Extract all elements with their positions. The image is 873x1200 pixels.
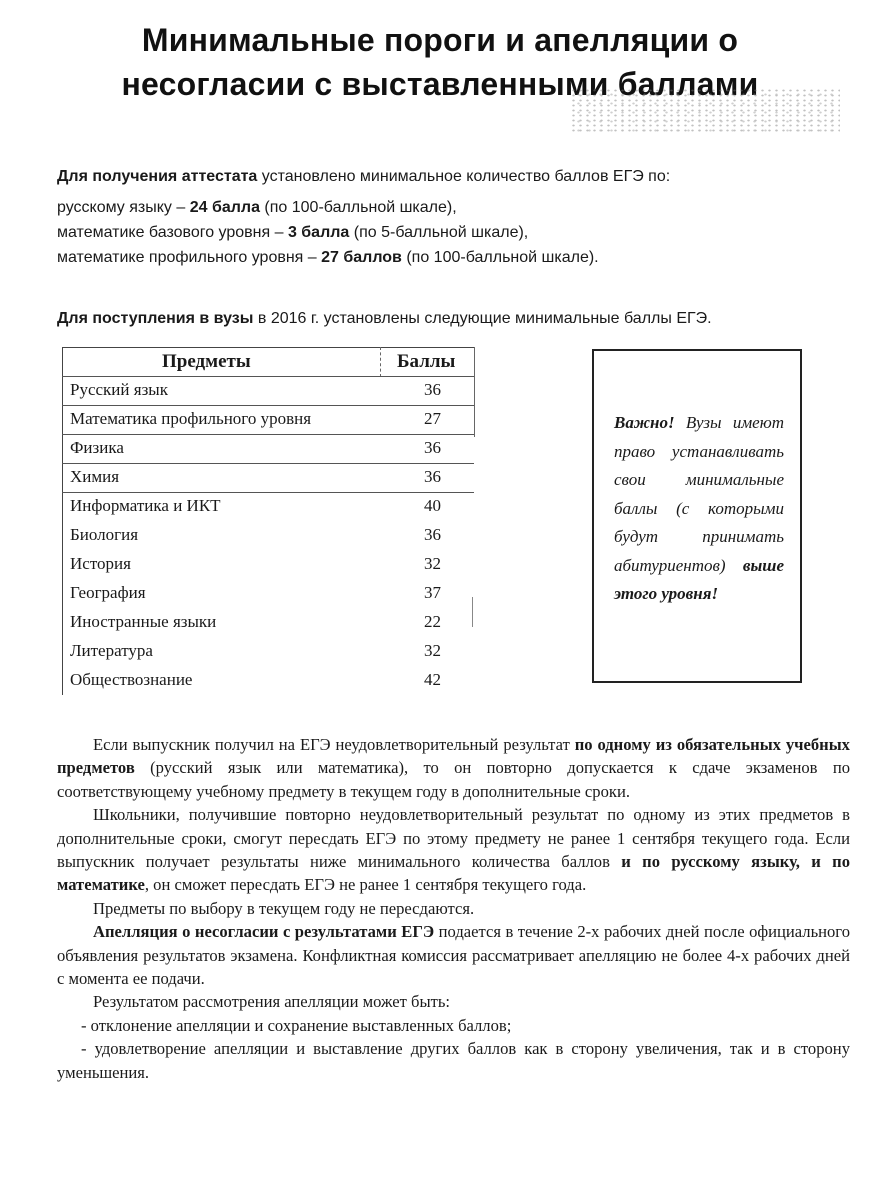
attestat-lead-rest: установлено минимальное количество баллов ЕГЭ по:	[257, 168, 671, 185]
attestat-line-math-profile	[57, 245, 670, 270]
row-score: 32	[424, 641, 441, 660]
line-bold: 24 балла	[189, 199, 260, 216]
paragraph-bold: по одному из обязательных учебных предметов	[57, 735, 850, 778]
table-row	[62, 579, 474, 608]
table-row	[62, 521, 474, 550]
row-subject: Информатика и ИКТ	[70, 496, 221, 515]
scan-noise	[570, 88, 840, 134]
vuz-lead-rest: в 2016 г. установлены следующие минимальные баллы ЕГЭ.	[253, 310, 712, 327]
paragraph-retake	[57, 733, 850, 803]
paragraph-bold: и по русскому языку, и по математике	[57, 852, 850, 895]
paragraph-text: (русский язык или математика), то он повторно допускается к сдаче экзаменов по соответствующему учебному предмету в текущем году в дополнительные сроки.	[57, 758, 850, 801]
title-line-2: несогласии с выставленными баллами	[121, 66, 759, 102]
line-text: (по 5-балльной шкале),	[349, 224, 529, 241]
scores-table	[62, 347, 482, 695]
row-score: 36	[424, 380, 441, 399]
table-row	[62, 376, 474, 405]
paragraph-text: Школьники, получившие повторно неудовлетворительный результат по одному из этих предметов в дополнительные сроки, смогут пересдать ЕГЭ по этому предмету не ранее 1 сентября текущего года. Если выпускник получает результаты ниже минимального количества баллов	[57, 805, 850, 872]
row-subject: Математика профильного уровня	[70, 409, 312, 428]
paragraph-text: подается в течение 2-х рабочих дней после официального объявления результатов экзамена. Конфликтная комиссия рассматривает апелляцию не более 4-х рабочих дней с момента ее подачи.	[57, 922, 850, 989]
row-rule	[62, 492, 474, 493]
line-text: математике базового уровня –	[57, 224, 288, 241]
header-score: Баллы	[397, 351, 456, 372]
table-row	[62, 608, 474, 637]
row-score: 22	[424, 612, 441, 631]
row-subject: География	[70, 583, 146, 602]
table-row	[62, 550, 474, 579]
row-score: 27	[424, 409, 441, 428]
row-subject: Русский язык	[70, 380, 168, 399]
row-subject: Биология	[70, 525, 139, 544]
header-subject: Предметы	[162, 351, 251, 372]
paragraph-appeal	[57, 920, 850, 990]
row-score: 32	[424, 554, 441, 573]
row-subject: Обществознание	[70, 670, 193, 689]
list-item: - отклонение апелляции и сохранение выставленных баллов;	[81, 1015, 512, 1035]
row-subject: История	[70, 554, 131, 573]
important-note-text	[614, 409, 784, 609]
paragraph-repeat-fail	[57, 803, 850, 897]
row-rule	[62, 463, 474, 464]
row-rule	[62, 434, 474, 435]
row-rule	[62, 405, 474, 406]
row-score: 40	[424, 496, 441, 515]
row-subject: Химия	[70, 467, 120, 486]
table-border-right	[474, 347, 475, 437]
row-score: 36	[424, 525, 441, 544]
list-item: - удовлетворение апелляции и выставление других баллов как в сторону увеличения, так и в сторону уменьшения.	[57, 1039, 850, 1082]
row-subject: Литература	[70, 641, 153, 660]
attestat-line-russian	[57, 195, 670, 220]
note-bold-end: выше этого уровня!	[614, 555, 784, 603]
vuz-lead-bold: Для поступления в вузы	[57, 310, 254, 327]
row-score: 36	[424, 438, 441, 457]
line-text: (по 100-балльной шкале).	[401, 249, 599, 266]
row-score: 36	[424, 467, 441, 486]
row-score: 37	[424, 583, 441, 602]
table-row	[62, 434, 474, 463]
paragraph-text: , он сможет пересдать ЕГЭ не ранее 1 сентября текущего года.	[144, 875, 587, 895]
table-border-top	[62, 347, 474, 348]
row-subject: Физика	[70, 438, 124, 457]
paragraph-appeal-result: Результатом рассмотрения апелляции может быть:	[93, 992, 451, 1012]
table-row	[62, 637, 474, 666]
table-row	[62, 405, 474, 434]
line-bold: 27 баллов	[321, 249, 402, 266]
paragraph-bold: Апелляция о несогласии с результатами ЕГЭ	[93, 922, 435, 942]
attestat-section	[57, 164, 670, 270]
appeal-section	[57, 733, 850, 1084]
title-line-1: Минимальные пороги и апелляции о	[141, 22, 739, 58]
note-text: Вузы имеют право устанавливать свои минимальные баллы (с которыми будут принимать абитуриентов)	[614, 413, 784, 575]
table-row	[62, 463, 474, 492]
table-divider	[380, 347, 381, 377]
paragraph-elective: Предметы по выбору в текущем году не пересдаются.	[93, 898, 475, 918]
attestat-line-math-base	[57, 220, 670, 245]
table-row	[62, 666, 474, 695]
paragraph-text: Если выпускник получил на ЕГЭ неудовлетворительный результат	[93, 735, 575, 754]
row-rule	[62, 376, 474, 377]
row-subject: Иностранные языки	[70, 612, 217, 631]
note-bold-start: Важно!	[614, 413, 675, 432]
line-text: русскому языку –	[57, 199, 190, 216]
table-row	[62, 492, 474, 521]
line-text: (по 100-балльной шкале),	[259, 199, 457, 216]
line-text: математике профильного уровня –	[57, 249, 322, 266]
vuz-heading	[57, 310, 712, 328]
attestat-lead-bold: Для получения аттестата	[57, 168, 258, 185]
attestat-heading	[57, 164, 670, 189]
line-bold: 3 балла	[287, 224, 350, 241]
row-score: 42	[424, 670, 441, 689]
important-note-box	[592, 349, 802, 683]
